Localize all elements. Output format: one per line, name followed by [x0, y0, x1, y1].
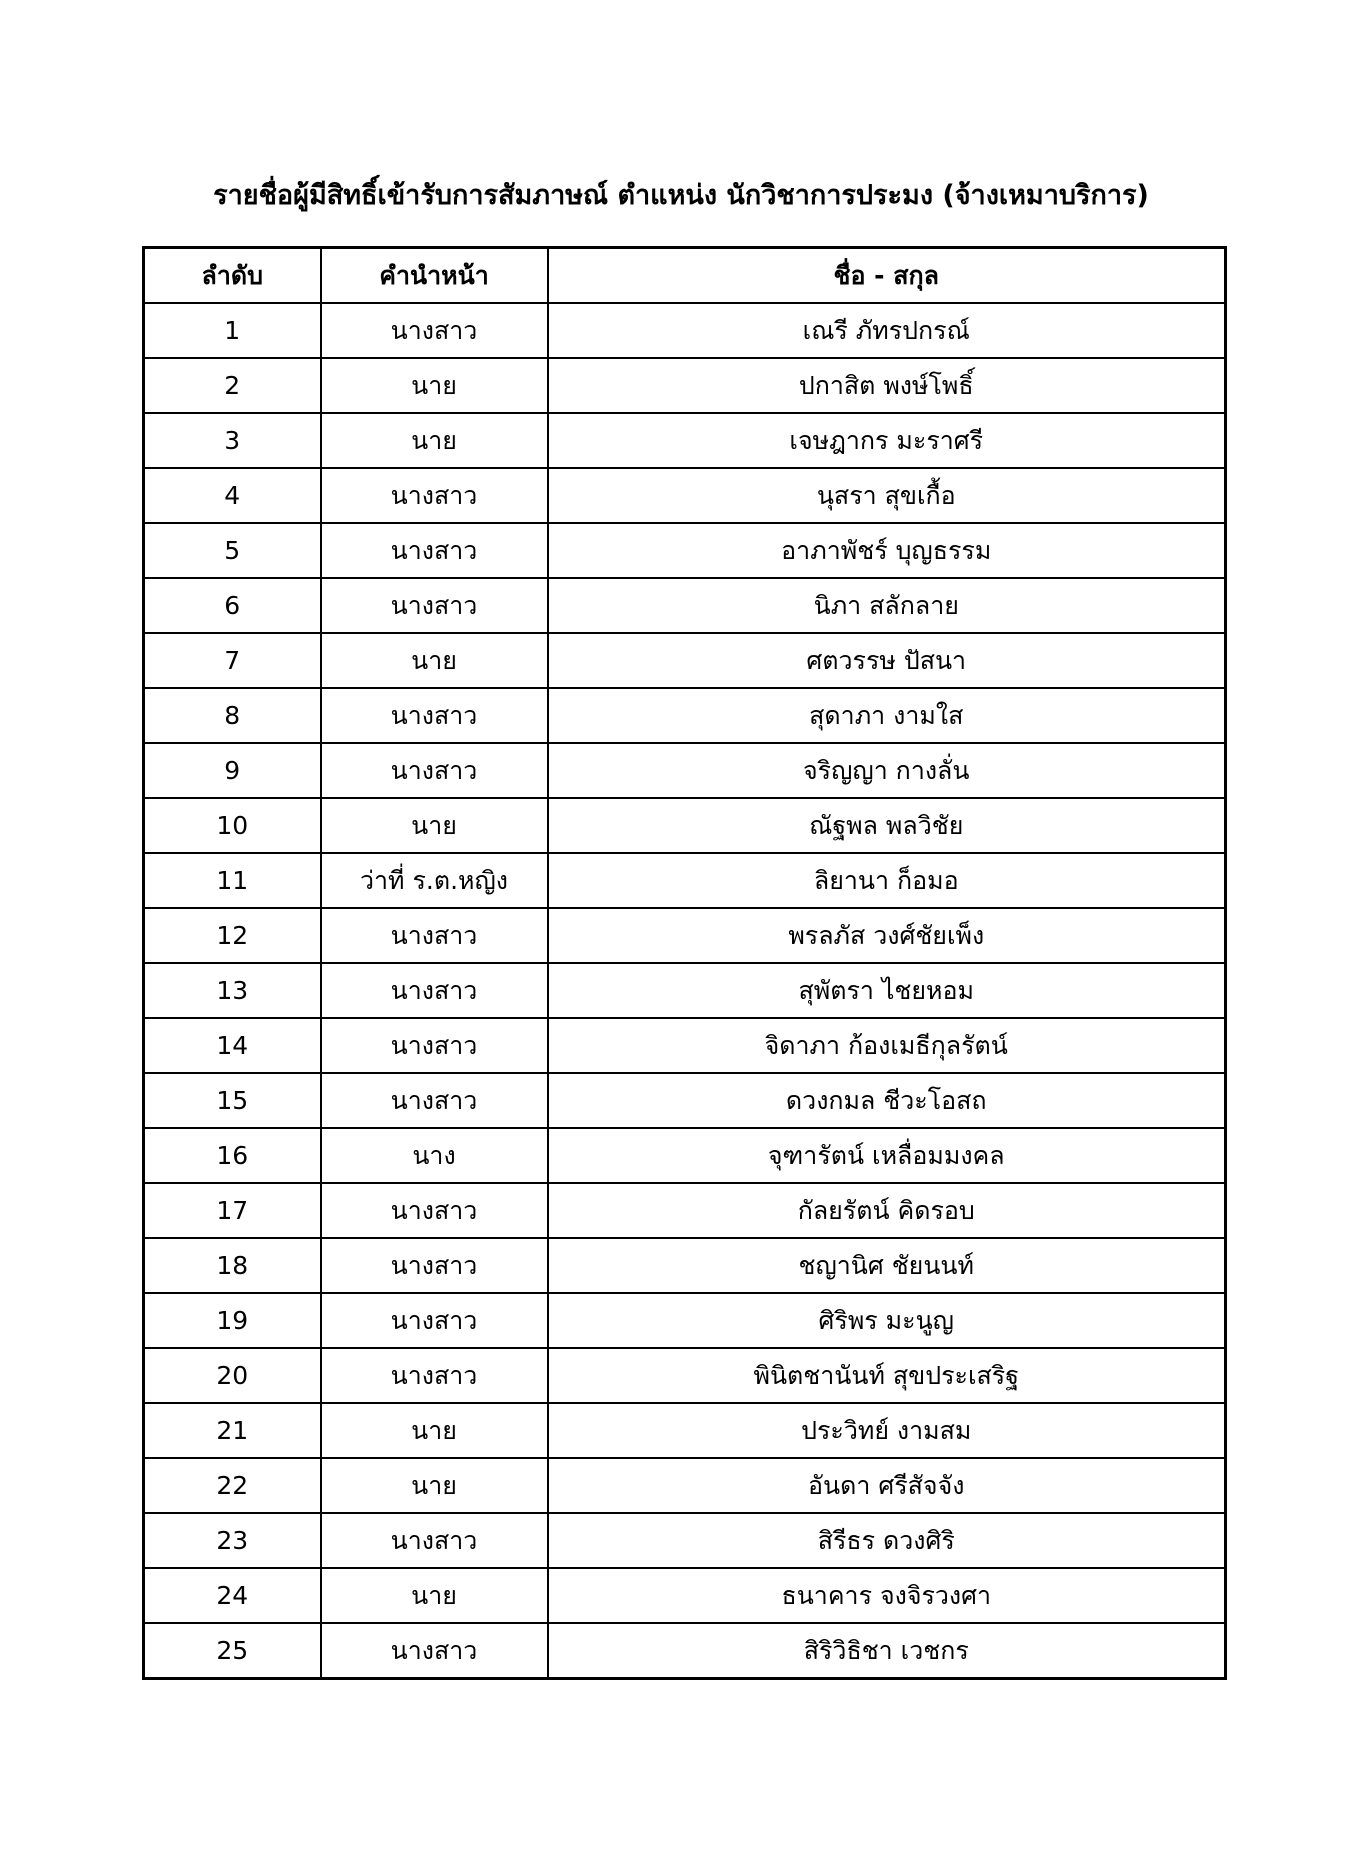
- header-name: ชื่อ - สกุล: [548, 248, 1226, 304]
- table-row: [144, 1018, 1226, 1073]
- table-row: [144, 303, 1226, 358]
- cell-order: 9: [144, 743, 321, 798]
- table-row: [144, 908, 1226, 963]
- table-row: [144, 1403, 1226, 1458]
- cell-prefix: นางสาว: [321, 1018, 548, 1073]
- cell-order: 14: [144, 1018, 321, 1073]
- cell-name: อันดา ศรีสัจจัง: [548, 1458, 1226, 1513]
- cell-prefix: นางสาว: [321, 1183, 548, 1238]
- table-row: [144, 798, 1226, 853]
- header-row: [144, 248, 1226, 304]
- table-row: [144, 468, 1226, 523]
- cell-order: 15: [144, 1073, 321, 1128]
- table-row: [144, 743, 1226, 798]
- cell-order: 13: [144, 963, 321, 1018]
- table-row: [144, 853, 1226, 908]
- cell-name: นุสรา สุขเกื้อ: [548, 468, 1226, 523]
- cell-name: เจษฎากร มะราศรี: [548, 413, 1226, 468]
- cell-name: ดวงกมล ชีวะโอสถ: [548, 1073, 1226, 1128]
- header-prefix: คำนำหน้า: [321, 248, 548, 304]
- cell-order: 10: [144, 798, 321, 853]
- cell-name: เณรี ภัทรปกรณ์: [548, 303, 1226, 358]
- cell-order: 12: [144, 908, 321, 963]
- table-row: [144, 688, 1226, 743]
- cell-order: 6: [144, 578, 321, 633]
- cell-prefix: นางสาว: [321, 1073, 548, 1128]
- cell-order: 17: [144, 1183, 321, 1238]
- cell-prefix: นาย: [321, 1403, 548, 1458]
- cell-prefix: นาย: [321, 413, 548, 468]
- document-title: รายชื่อผู้มีสิทธิ์เข้ารับการสัมภาษณ์ ตำแหน่ง นักวิชาการประมง (จ้างเหมาบริการ): [213, 180, 1149, 211]
- cell-name: สุพัตรา ไชยหอม: [548, 963, 1226, 1018]
- cell-prefix: นาย: [321, 798, 548, 853]
- cell-name: จิดาภา ก้องเมธีกุลรัตน์: [548, 1018, 1226, 1073]
- table-row: [144, 1348, 1226, 1403]
- table-row: [144, 633, 1226, 688]
- cell-prefix: นางสาว: [321, 468, 548, 523]
- cell-prefix: ว่าที่ ร.ต.หญิง: [321, 853, 548, 908]
- cell-name: ศตวรรษ ปัสนา: [548, 633, 1226, 688]
- table-row: [144, 413, 1226, 468]
- cell-prefix: นางสาว: [321, 1293, 548, 1348]
- cell-order: 23: [144, 1513, 321, 1568]
- table-row: [144, 1238, 1226, 1293]
- cell-order: 22: [144, 1458, 321, 1513]
- cell-name: ปกาสิต พงษ์โพธิ์: [548, 358, 1226, 413]
- cell-order: 25: [144, 1623, 321, 1679]
- cell-prefix: นางสาว: [321, 908, 548, 963]
- cell-order: 18: [144, 1238, 321, 1293]
- table-row: [144, 1073, 1226, 1128]
- cell-prefix: นาย: [321, 1568, 548, 1623]
- cell-name: ประวิทย์ งามสม: [548, 1403, 1226, 1458]
- cell-prefix: นางสาว: [321, 523, 548, 578]
- cell-name: กัลยรัตน์ คิดรอบ: [548, 1183, 1226, 1238]
- cell-name: ศิริพร มะนูญ: [548, 1293, 1226, 1348]
- table-row: [144, 1568, 1226, 1623]
- table-row: [144, 523, 1226, 578]
- cell-order: 11: [144, 853, 321, 908]
- cell-order: 2: [144, 358, 321, 413]
- cell-order: 21: [144, 1403, 321, 1458]
- cell-name: นิภา สลักลาย: [548, 578, 1226, 633]
- cell-prefix: นางสาว: [321, 578, 548, 633]
- cell-order: 1: [144, 303, 321, 358]
- cell-prefix: นางสาว: [321, 303, 548, 358]
- cell-prefix: นาย: [321, 1458, 548, 1513]
- table-row: [144, 578, 1226, 633]
- cell-name: สิรีธร ดวงศิริ: [548, 1513, 1226, 1568]
- cell-order: 24: [144, 1568, 321, 1623]
- cell-prefix: นางสาว: [321, 688, 548, 743]
- table-row: [144, 1623, 1226, 1679]
- cell-name: อาภาพัชร์ บุญธรรม: [548, 523, 1226, 578]
- cell-order: 8: [144, 688, 321, 743]
- table-row: [144, 1293, 1226, 1348]
- cell-name: จุฑารัตน์ เหลื่อมมงคล: [548, 1128, 1226, 1183]
- cell-order: 16: [144, 1128, 321, 1183]
- table-body: [144, 303, 1226, 1679]
- cell-order: 7: [144, 633, 321, 688]
- cell-prefix: นางสาว: [321, 963, 548, 1018]
- cell-order: 19: [144, 1293, 321, 1348]
- cell-name: จริญญา กางลั่น: [548, 743, 1226, 798]
- table-row: [144, 963, 1226, 1018]
- table-row: [144, 1513, 1226, 1568]
- cell-order: 3: [144, 413, 321, 468]
- cell-prefix: นาย: [321, 358, 548, 413]
- table-row: [144, 358, 1226, 413]
- table-header: [144, 248, 1226, 304]
- cell-name: สุดาภา งามใส: [548, 688, 1226, 743]
- cell-prefix: นางสาว: [321, 1238, 548, 1293]
- cell-prefix: นางสาว: [321, 743, 548, 798]
- cell-name: พินิตชานันท์ สุขประเสริฐ: [548, 1348, 1226, 1403]
- cell-order: 20: [144, 1348, 321, 1403]
- cell-prefix: นาย: [321, 633, 548, 688]
- cell-prefix: นางสาว: [321, 1623, 548, 1679]
- table-row: [144, 1458, 1226, 1513]
- candidate-table: [142, 246, 1227, 1680]
- cell-prefix: นางสาว: [321, 1513, 548, 1568]
- cell-name: ณัฐพล พลวิชัย: [548, 798, 1226, 853]
- cell-order: 5: [144, 523, 321, 578]
- cell-prefix: นาง: [321, 1128, 548, 1183]
- cell-order: 4: [144, 468, 321, 523]
- cell-name: ลิยานา ก็อมอ: [548, 853, 1226, 908]
- cell-name: พรลภัส วงศ์ชัยเพ็ง: [548, 908, 1226, 963]
- cell-name: ธนาคาร จงจิรวงศา: [548, 1568, 1226, 1623]
- header-order: ลำดับ: [144, 248, 321, 304]
- cell-prefix: นางสาว: [321, 1348, 548, 1403]
- cell-name: สิริวิธิชา เวชกร: [548, 1623, 1226, 1679]
- table-row: [144, 1183, 1226, 1238]
- table-row: [144, 1128, 1226, 1183]
- cell-name: ชญานิศ ชัยนนท์: [548, 1238, 1226, 1293]
